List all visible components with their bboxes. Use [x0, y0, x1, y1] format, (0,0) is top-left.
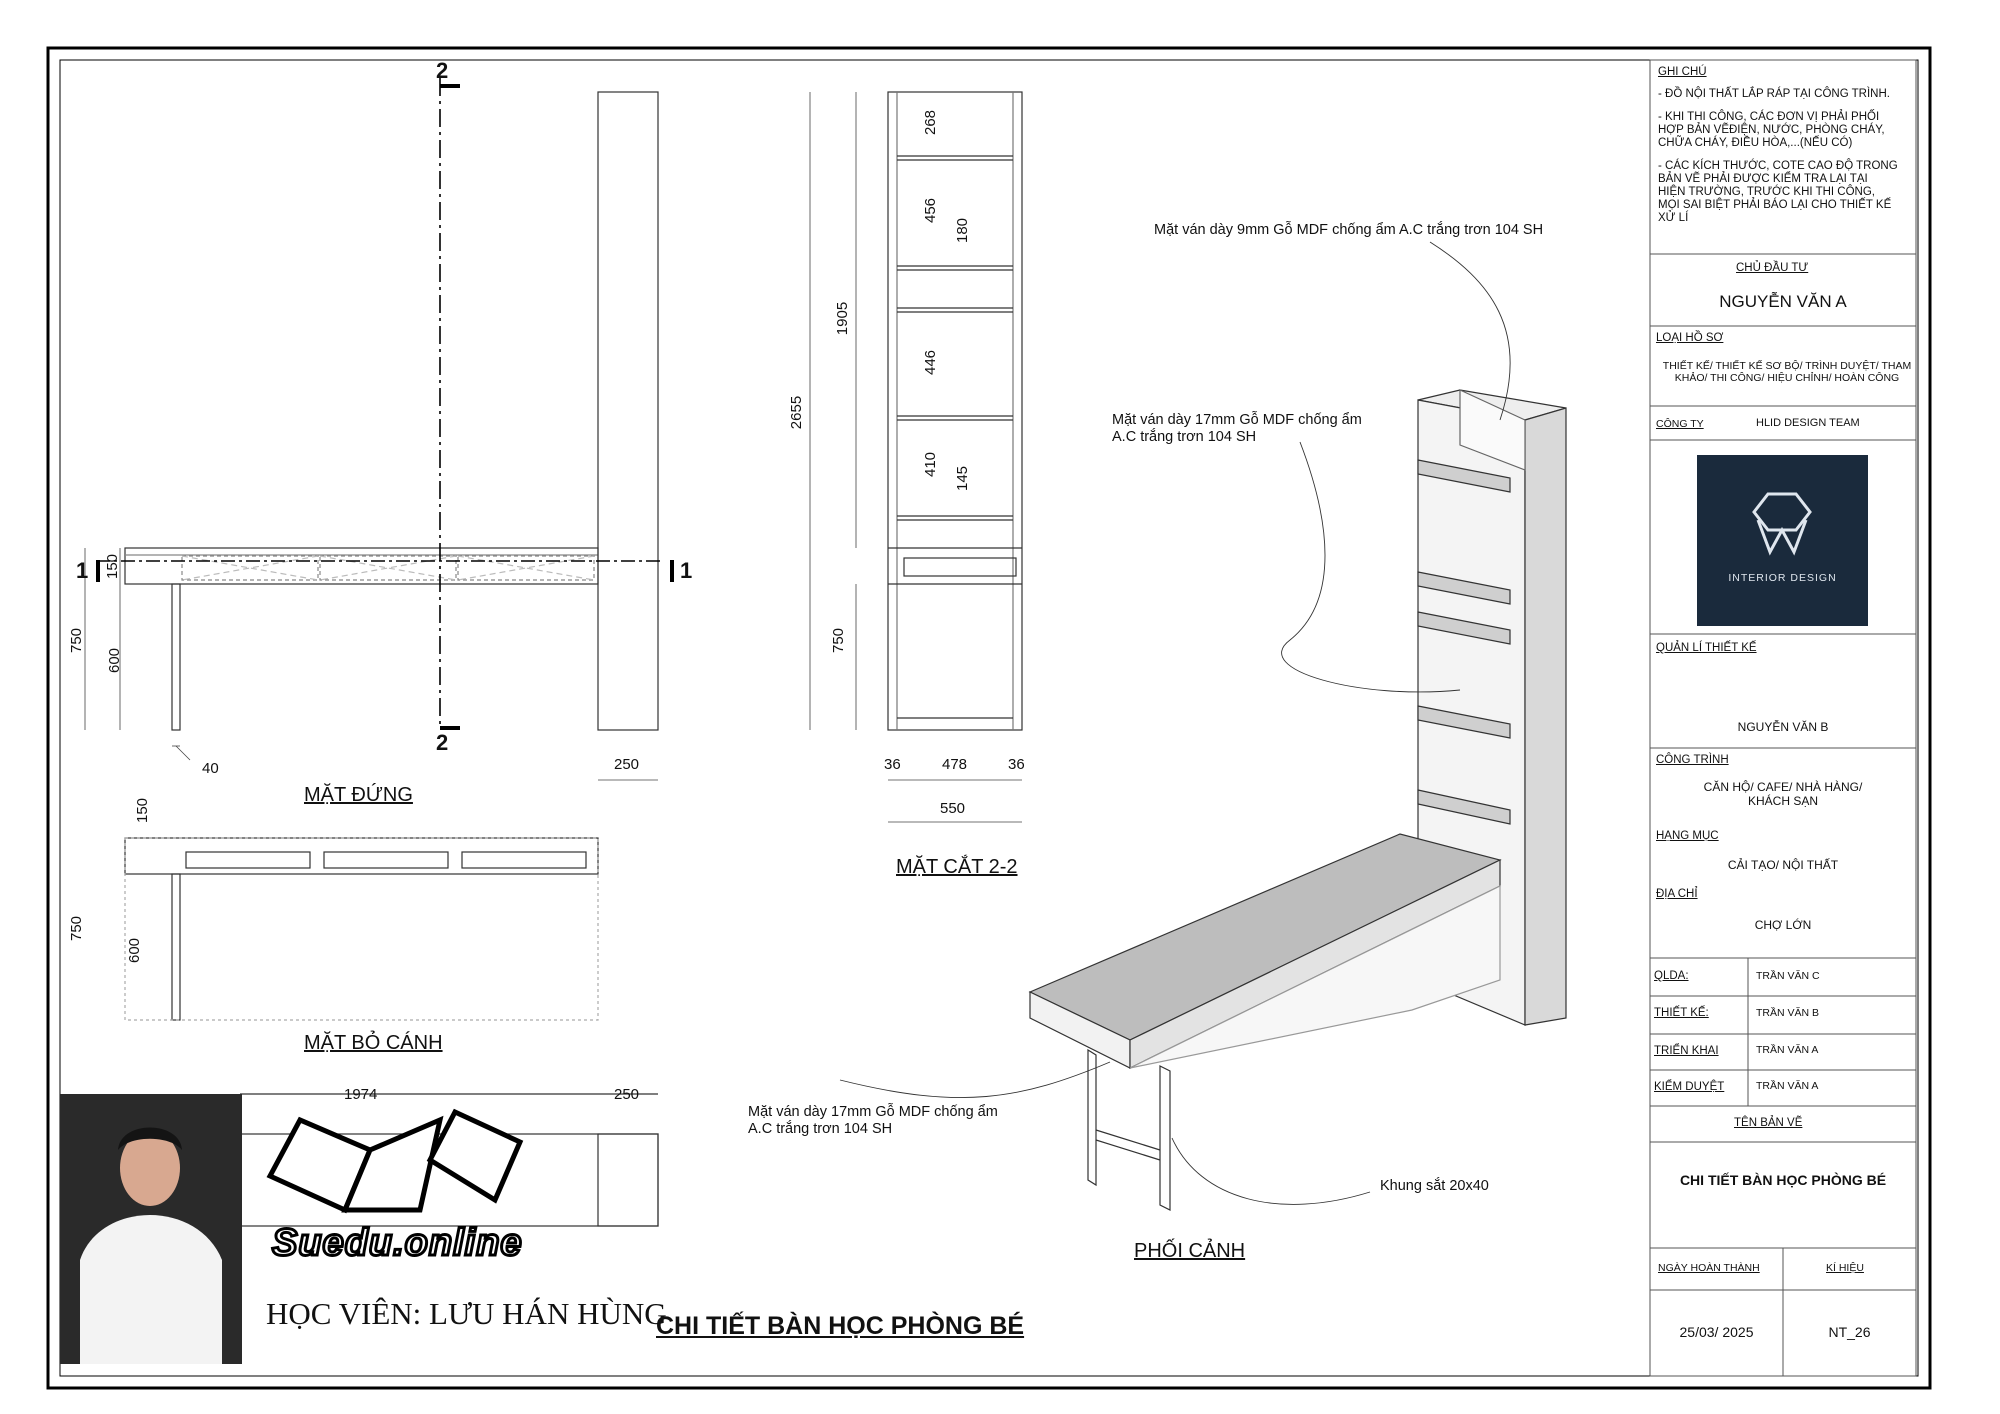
note-item: - ĐỒ NỘI THẤT LẮP RÁP TẠI CÔNG TRÌNH. [1658, 88, 1890, 100]
annotation-side-panel [1112, 412, 1362, 446]
role-label: THIẾT KẾ: [1654, 1007, 1709, 1019]
annotation-line: A.C trắng trơn 104 SH [748, 1121, 893, 1137]
watermark-logo [270, 1112, 520, 1210]
annotation-line: Mặt ván dày 17mm Gỗ MDF chống ẩm [1112, 412, 1362, 428]
dim-label: 1905 [834, 301, 852, 336]
watermark-text: Suedu.online [272, 1222, 523, 1264]
elevation-dims [85, 548, 658, 780]
elevation-drawing [96, 78, 660, 730]
doc-type-label: LOẠI HỒ SƠ [1656, 332, 1724, 344]
company-value: HLID DESIGN TEAM [1756, 417, 1860, 429]
cut-mark-right: 1 [680, 558, 693, 583]
doc-type-value: THIẾT KẾ/ THIẾT KẾ SƠ BỘ/ TRÌNH DUYỆT/ THAM KHẢO/ THI CÔNG/ HIỆU CHỈNH/ HOÀN CÔNG [1662, 360, 1912, 384]
company-logo [1697, 455, 1868, 626]
section-markers [96, 84, 674, 730]
item-value: CẢI TẠO/ NỘI THẤT [1727, 858, 1839, 872]
code-value: NT_26 [1828, 1324, 1871, 1340]
code-label: KÍ HIỆU [1826, 1262, 1864, 1274]
role-label: KIỂM DUYỆT [1654, 1081, 1725, 1093]
address-label: ĐỊA CHỈ [1656, 888, 1698, 900]
role-value: TRẦN VĂN A [1756, 1044, 1819, 1056]
elevation-caption: MẶT ĐỨNG [304, 784, 413, 806]
annotation-shelf-panel: Mặt ván dày 9mm Gỗ MDF chống ẩm A.C trắng trơn 104 SH [1154, 222, 1544, 238]
dim-label: 150 [104, 553, 122, 580]
dim-label: 150 [134, 797, 152, 824]
sheet-title: CHI TIẾT BÀN HỌC PHÒNG BÉ [656, 1312, 1025, 1340]
annotation-steel-frame: Khung sắt 20x40 [1380, 1178, 1489, 1194]
dim-label: 2655 [788, 395, 806, 430]
dim-label: 40 [202, 760, 219, 777]
side-caption: MẶT BỎ CÁNH [304, 1032, 443, 1054]
student-name: HỌC VIÊN: LƯU HÁN HÙNG [266, 1296, 667, 1331]
dim-label: 550 [940, 800, 966, 817]
dim-label: 1974 [344, 1086, 378, 1103]
item-label: HẠNG MỤC [1656, 830, 1719, 842]
address-value: CHỢ LỚN [1754, 918, 1812, 932]
date-label: NGÀY HOÀN THÀNH [1658, 1262, 1760, 1274]
dim-label: 250 [614, 756, 640, 773]
dim-label: 410 [922, 451, 940, 478]
dim-label: 145 [954, 465, 972, 492]
dim-label: 600 [126, 937, 144, 964]
role-label: TRIỂN KHAI [1654, 1045, 1719, 1057]
dim-label: 478 [942, 756, 968, 773]
project-value: CĂN HỘ/ CAFE/ NHÀ HÀNG/ KHÁCH SẠN [1703, 780, 1863, 808]
notes-list [1658, 88, 1898, 235]
dim-label: 750 [830, 627, 848, 654]
dim-label: 268 [922, 109, 940, 136]
annotation-desk-top [748, 1104, 998, 1138]
role-label: QLDA: [1654, 970, 1689, 982]
manager-value: NGUYỄN VĂN B [1737, 720, 1829, 734]
cut-mark-left: 1 [76, 558, 89, 583]
perspective-caption: PHỐI CẢNH [1134, 1240, 1246, 1262]
project-label: CÔNG TRÌNH [1656, 754, 1729, 766]
role-value: TRẦN VĂN C [1756, 970, 1820, 982]
annotation-line: A.C trắng trơn 104 SH [1112, 429, 1257, 445]
date-value: 25/03/ 2025 [1679, 1324, 1754, 1340]
annotation-line: Mặt ván dày 17mm Gỗ MDF chống ẩm [748, 1104, 998, 1120]
note-item: - CÁC KÍCH THƯỚC, COTE CAO ĐỘ TRONG BẢN VẼ PHẢI ĐƯỢC KIỂM TRA LẠI TẠI HIỆN TRƯỜNG, TRƯỚC KHI THI CÔNG, MỌI SAI BIỆT PHẢI BÁO LẠI CHO THIẾT KẾ XỬ LÍ [1658, 160, 1898, 224]
notes-title: GHI CHÚ [1658, 66, 1707, 78]
section-drawing [888, 92, 1022, 730]
dim-label: 36 [884, 756, 901, 773]
section-mark-top: 2 [436, 58, 449, 83]
dim-label: 250 [614, 1086, 640, 1103]
dim-label: 180 [954, 217, 972, 244]
dim-label: 600 [106, 647, 124, 674]
dim-label: 36 [1008, 756, 1025, 773]
dim-label: 750 [68, 627, 86, 654]
note-item: - KHI THI CÔNG, CÁC ĐƠN VỊ PHẢI PHỐI HỢP BẢN VẼĐIỆN, NƯỚC, PHÒNG CHÁY, CHỮA CHÁY, ĐIỀU HÒA,...(NẾU CÓ) [1658, 111, 1885, 149]
manager-label: QUẢN LÍ THIẾT KẾ [1656, 642, 1757, 654]
side-drawing [125, 838, 598, 1020]
dim-label: 446 [922, 349, 940, 376]
section-caption: MẶT CẮT 2-2 [896, 856, 1018, 878]
section-dims [810, 92, 1022, 822]
owner-label: CHỦ ĐẦU TƯ [1736, 262, 1809, 274]
owner-value: NGUYỄN VĂN A [1719, 292, 1847, 311]
drawing-name-value: CHI TIẾT BÀN HỌC PHÒNG BÉ [1679, 1172, 1887, 1188]
drawing-name-label: TÊN BẢN VẼ [1734, 1117, 1803, 1129]
logo-text: INTERIOR DESIGN [1728, 572, 1837, 584]
perspective-drawing [1030, 390, 1566, 1210]
role-value: TRẦN VĂN B [1756, 1007, 1820, 1019]
annotation-leaders [840, 242, 1510, 1204]
section-mark-bottom: 2 [436, 730, 449, 755]
photo-body [80, 1215, 222, 1364]
dim-label: 750 [68, 915, 86, 942]
company-label: CÔNG TY [1656, 418, 1704, 430]
dim-label: 456 [922, 197, 940, 224]
role-value: TRẦN VĂN A [1756, 1080, 1819, 1092]
